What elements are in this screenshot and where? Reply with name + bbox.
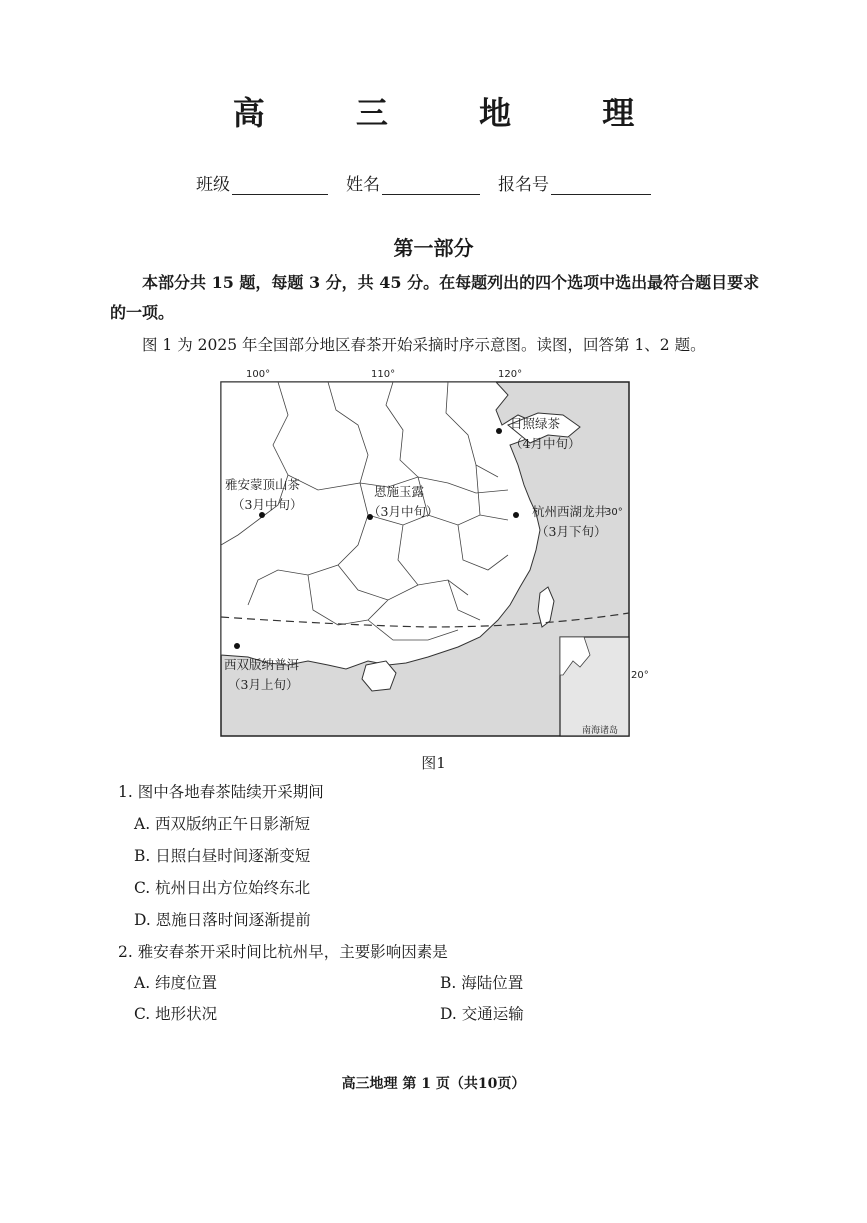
xishuangbanna-dot — [234, 643, 240, 649]
hangzhou-dot — [513, 512, 519, 518]
figure-caption: 图1 — [421, 754, 446, 772]
hangzhou-time: （3月下旬） — [536, 524, 607, 539]
number-blank[interactable] — [551, 176, 651, 195]
tea-harvest-map — [218, 365, 649, 740]
lon-label-110: 110° — [371, 369, 396, 380]
student-info-row — [196, 170, 651, 195]
enshi-time: （3月中旬） — [368, 504, 439, 519]
rizhao-time: （4月中旬） — [510, 436, 581, 451]
lat-label-20: 20° — [631, 670, 649, 681]
number-field[interactable] — [498, 170, 651, 195]
enshi-name: 恩施玉露 — [374, 484, 425, 499]
q2-option-c[interactable]: C. 地形状况 — [134, 1005, 218, 1023]
section-title: 第一部分 — [393, 236, 474, 260]
xishuangbanna-name: 西双版纳普洱 — [224, 657, 300, 672]
yaan-name: 雅安蒙顶山茶 — [225, 477, 301, 492]
q1-option-d[interactable]: D. 恩施日落时间逐渐提前 — [134, 911, 311, 929]
class-blank[interactable] — [232, 176, 328, 195]
class-label: 班级 — [196, 175, 230, 195]
lon-label-100: 100° — [246, 369, 271, 380]
class-field[interactable] — [196, 170, 328, 195]
q1-option-a[interactable]: A. 西双版纳正午日影渐短 — [134, 815, 311, 833]
name-blank[interactable] — [382, 176, 480, 195]
lat-label-30: 30° — [605, 507, 623, 518]
map-intro: 图 1 为 2025 年全国部分地区春茶开始采摘时序示意图。读图，回答第 1、2 题。 — [142, 336, 706, 354]
q2-option-a[interactable]: A. 纬度位置 — [134, 974, 218, 992]
exam-title: 高 三 地 理 — [232, 94, 675, 132]
lon-label-120: 120° — [498, 369, 523, 380]
section-intro: 本部分共 15 题，每题 3 分，共 45 分。在每题列出的四个选项中选出最符合题目要求的一项。 — [110, 273, 760, 322]
question-2-stem: 2. 雅安春茶开采时间比杭州早，主要影响因素是 — [118, 943, 448, 961]
q1-option-c[interactable]: C. 杭州日出方位始终东北 — [134, 879, 311, 897]
q2-option-d[interactable]: D. 交通运输 — [440, 1005, 524, 1023]
rizhao-name: 日照绿茶 — [510, 416, 561, 431]
map-svg — [218, 365, 649, 740]
q1-option-b[interactable]: B. 日照白昼时间逐渐变短 — [134, 847, 311, 865]
rizhao-dot — [496, 428, 502, 434]
number-label: 报名号 — [498, 175, 549, 195]
name-label: 姓名 — [346, 175, 380, 195]
inset-label: 南海诸岛 — [582, 726, 619, 736]
yaan-time: （3月中旬） — [232, 497, 303, 512]
hangzhou-name: 杭州西湖龙井 — [532, 504, 608, 519]
xishuangbanna-time: （3月上旬） — [228, 677, 299, 692]
name-field[interactable] — [346, 170, 480, 195]
q2-option-b[interactable]: B. 海陆位置 — [440, 974, 524, 992]
page-footer: 高三地理 第 1 页（共10页） — [341, 1076, 526, 1092]
question-1-stem: 1. 图中各地春茶陆续开采期间 — [118, 783, 324, 801]
yaan-dot — [259, 512, 265, 518]
